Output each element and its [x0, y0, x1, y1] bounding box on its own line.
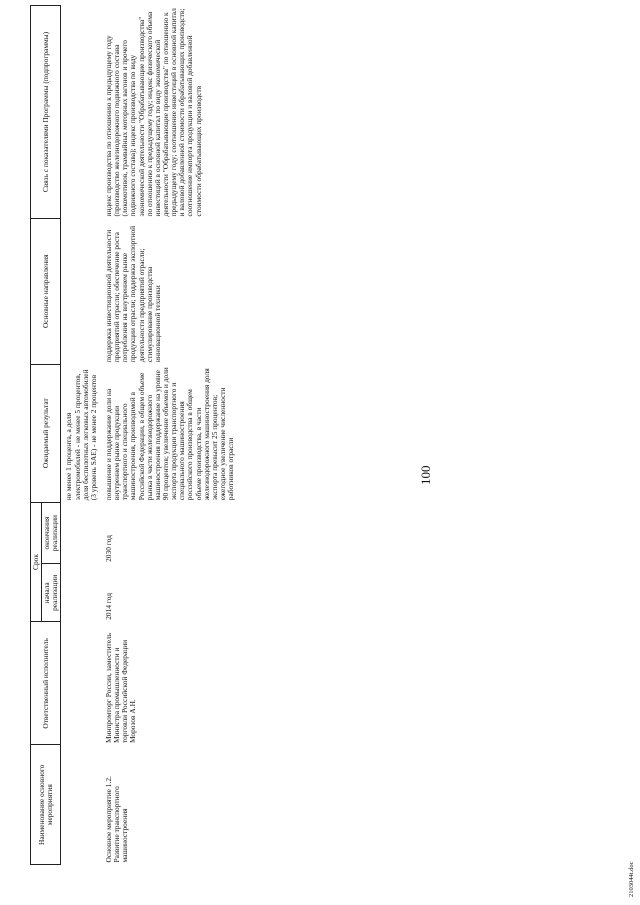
executor-cell: Минпромторг России, заместитель Министра промышленности и торговли Российской Федерации Морозов А.Н. — [103, 632, 138, 743]
program-table — [30, 5, 236, 865]
header-result: Ожидаемый результат — [31, 364, 61, 502]
header-directions: Основные направления — [31, 218, 61, 364]
end-year-cell: 2030 год — [103, 535, 113, 562]
header-executor: Ответственный исполнитель — [31, 622, 61, 745]
header-name: Наименование основного мероприятия — [31, 745, 61, 865]
directions-cell: поддержка инвестиционной деятельности предприятий отрасли; обеспечение роста потребления на внутреннем рынке продукции отрасли; поддержка экспортной деятельности предприятий отрасли; стимулирование производства инновационной техники — [103, 225, 162, 363]
table-row-measure-1-2 — [99, 6, 236, 865]
header-end: окончания реализации — [42, 502, 61, 564]
header-start: начала реализации — [42, 564, 61, 622]
expected-result-cell: повышение и поддержание доли на внутреннем рынке продукции транспортного и специального машиностроения, производимой в Российской Федерации, в общем объеме рынка в части железнодорожного машиностроения поддержание на уровне 90 процентов; увеличение объемов и доли экспорта продукции транспортного и специального машиностроения российского производства в общем объеме производства, в части железнодорожного машиностроения доля экспорта превысит 25 процентов; ежегодное увеличение численности работников отрасли — [103, 367, 236, 501]
start-year-cell: 2014 год — [103, 593, 113, 620]
header-term: Срок — [31, 502, 42, 622]
measure-name-cell: Основное мероприятие 1.2. Развитие транспортного машиностроения — [103, 776, 130, 863]
page-number: 100 — [418, 465, 433, 485]
table-header — [31, 6, 61, 865]
table-row-carryover — [61, 6, 99, 865]
program-link-cell: индекс производства по отношению к предыдущему году (производство железнодорожного подвижного состава (локомотивов, трамвайных моторных вагонов и прочего подвижного состава); индекс производства по виду экономической деятельности "Обрабатывающие производства" по отношению к предыдущему году; индекс физического объема инвестиций в основной капитал по виду экономической деятельности "Обрабатывающие производства" по отношению к предыдущему году; соотношение инвестиций в основной капитал и валовой добавленной стоимости обрабатывающих производств; соотношение импорта продукции и валовой добавленной стоимости обрабатывающих производств — [103, 8, 203, 217]
header-link: Связь с показателями Программы (подпрограммы) — [31, 6, 61, 219]
document-id: 2103044t.doc — [628, 861, 635, 897]
carryover-result-cell: не менее 1 процента, а доля электромобилей - не менее 5 процентов, доля беспилотных легковых автомобилей (3 уровень SAE) - не менее 2 процентов — [64, 369, 98, 501]
